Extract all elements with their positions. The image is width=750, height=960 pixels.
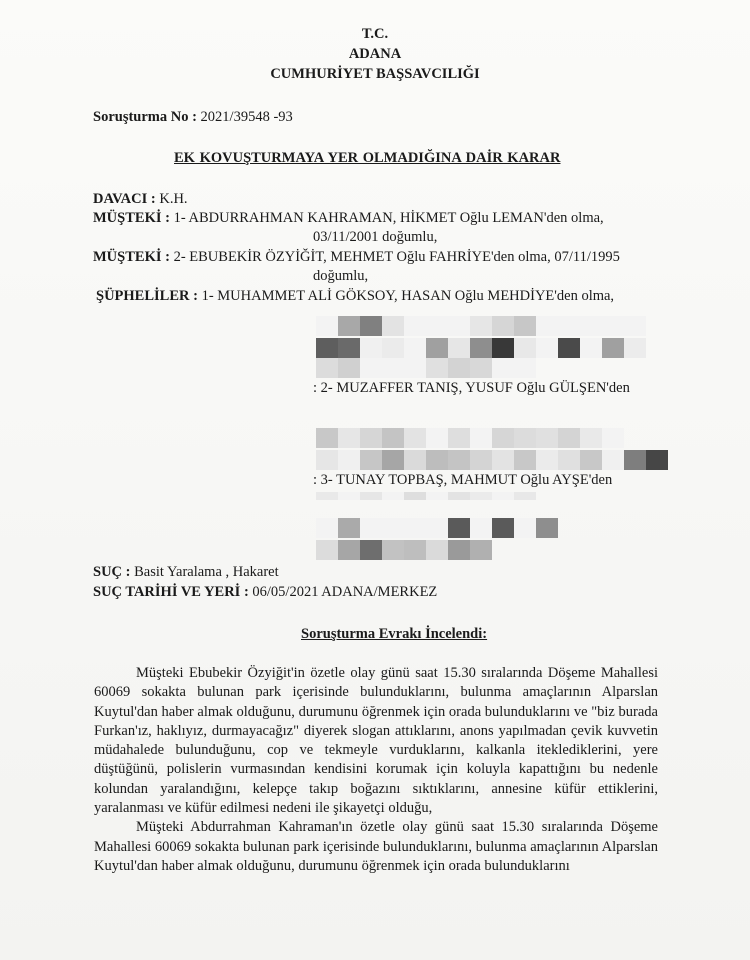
investigation-label: Soruşturma No :: [93, 109, 197, 125]
suc-line: [93, 564, 279, 581]
suc-tarih-label: SUÇ TARİHİ VE YERİ :: [93, 584, 249, 600]
musteki1-cont: 03/11/2001 doğumlu,: [313, 229, 438, 245]
header-office: CUMHURİYET BAŞSAVCILIĞI: [270, 66, 480, 82]
paragraph-2: Müşteki Abdurrahman Kahraman'ın özetle olay günü saat 15.30 sıralarında Döşeme Mahallesi 60069 sokakta bulunan park içerisinde bulunduklarını, bulunma amaçlarının Alparslan Kuytul'dan haber almak olduğunu, durumunu öğrenmek için orada bulunduklarını: [94, 819, 658, 874]
musteki1-line: [93, 210, 604, 227]
suc-label: SUÇ :: [93, 564, 131, 580]
investigation-number: [93, 109, 293, 126]
suc-tarih-value: 06/05/2021 ADANA/MERKEZ: [252, 584, 438, 600]
suphe3-value: : 3- TUNAY TOPBAŞ, MAHMUT Oğlu AYŞE'den: [313, 472, 613, 488]
section-title: Soruşturma Evrakı İncelendi:: [301, 626, 488, 642]
header-city: ADANA: [348, 46, 402, 62]
musteki2-line: [93, 249, 620, 266]
paragraph-1: Müşteki Ebubekir Özyiğit'in özetle olay günü saat 15.30 sıralarında Döşeme Mahallesi 60069 sokakta bulunan park içerisinde bulunduklarını, bulunma amaçlarının Alparslan Kuytul'dan haber almak olduğunu, durumunu öğrenmek için orada bulunduklarını ve "biz burada Furkan'ız, haklıyız, durmayacağız" diyerek slogan attıklarını, anons yapılmadan çevik kuvvetin müdahalede bulunduğunu, cop ve tekmeyle vurduklarını, kalkanla iteklediklerini, yere düştüğünü, polislerin vurmasından kendisini korumak için koluyla kapattığını bu nedenle kolundan yaralandığını, kelepçe takıp boğazını sıktıklarını, annesine küfür ettiklerini, yaralanması ve küfür edilmesi nedeni ile şikayetçi olduğu,: [94, 665, 658, 817]
davaci-label: DAVACI :: [93, 191, 156, 207]
suphe1-value: 1- MUHAMMET ALİ GÖKSOY, HASAN Oğlu MEHDİYE'den olma,: [201, 288, 615, 304]
header-tc: T.C.: [361, 26, 389, 42]
supheliler-label: ŞÜPHELİLER :: [96, 288, 198, 304]
suphe2-value: : 2- MUZAFFER TANIŞ, YUSUF Oğlu GÜLŞEN'den: [313, 380, 630, 396]
musteki2-cont: doğumlu,: [313, 268, 369, 284]
suc-value: Basit Yaralama , Hakaret: [134, 564, 279, 580]
musteki1-label: MÜŞTEKİ :: [93, 210, 170, 226]
musteki1-value: 1- ABDURRAHMAN KAHRAMAN, HİKMET Oğlu LEMAN'den olma,: [173, 210, 604, 226]
decision-title: EK KOVUŞTURMAYA YER OLMADIĞINA DAİR KARAR: [174, 150, 561, 166]
musteki2-value: 2- EBUBEKİR ÖZYİĞİT, MEHMET Oğlu FAHRİYE'den olma, 07/11/1995: [173, 249, 620, 265]
suc-tarih-line: [93, 584, 437, 601]
davaci-line: [93, 191, 188, 208]
body-text: [94, 664, 658, 876]
musteki2-label: MÜŞTEKİ :: [93, 249, 170, 265]
supheliler-line: [96, 288, 614, 305]
davaci-value: K.H.: [159, 191, 188, 207]
investigation-value: 2021/39548 -93: [200, 109, 293, 125]
